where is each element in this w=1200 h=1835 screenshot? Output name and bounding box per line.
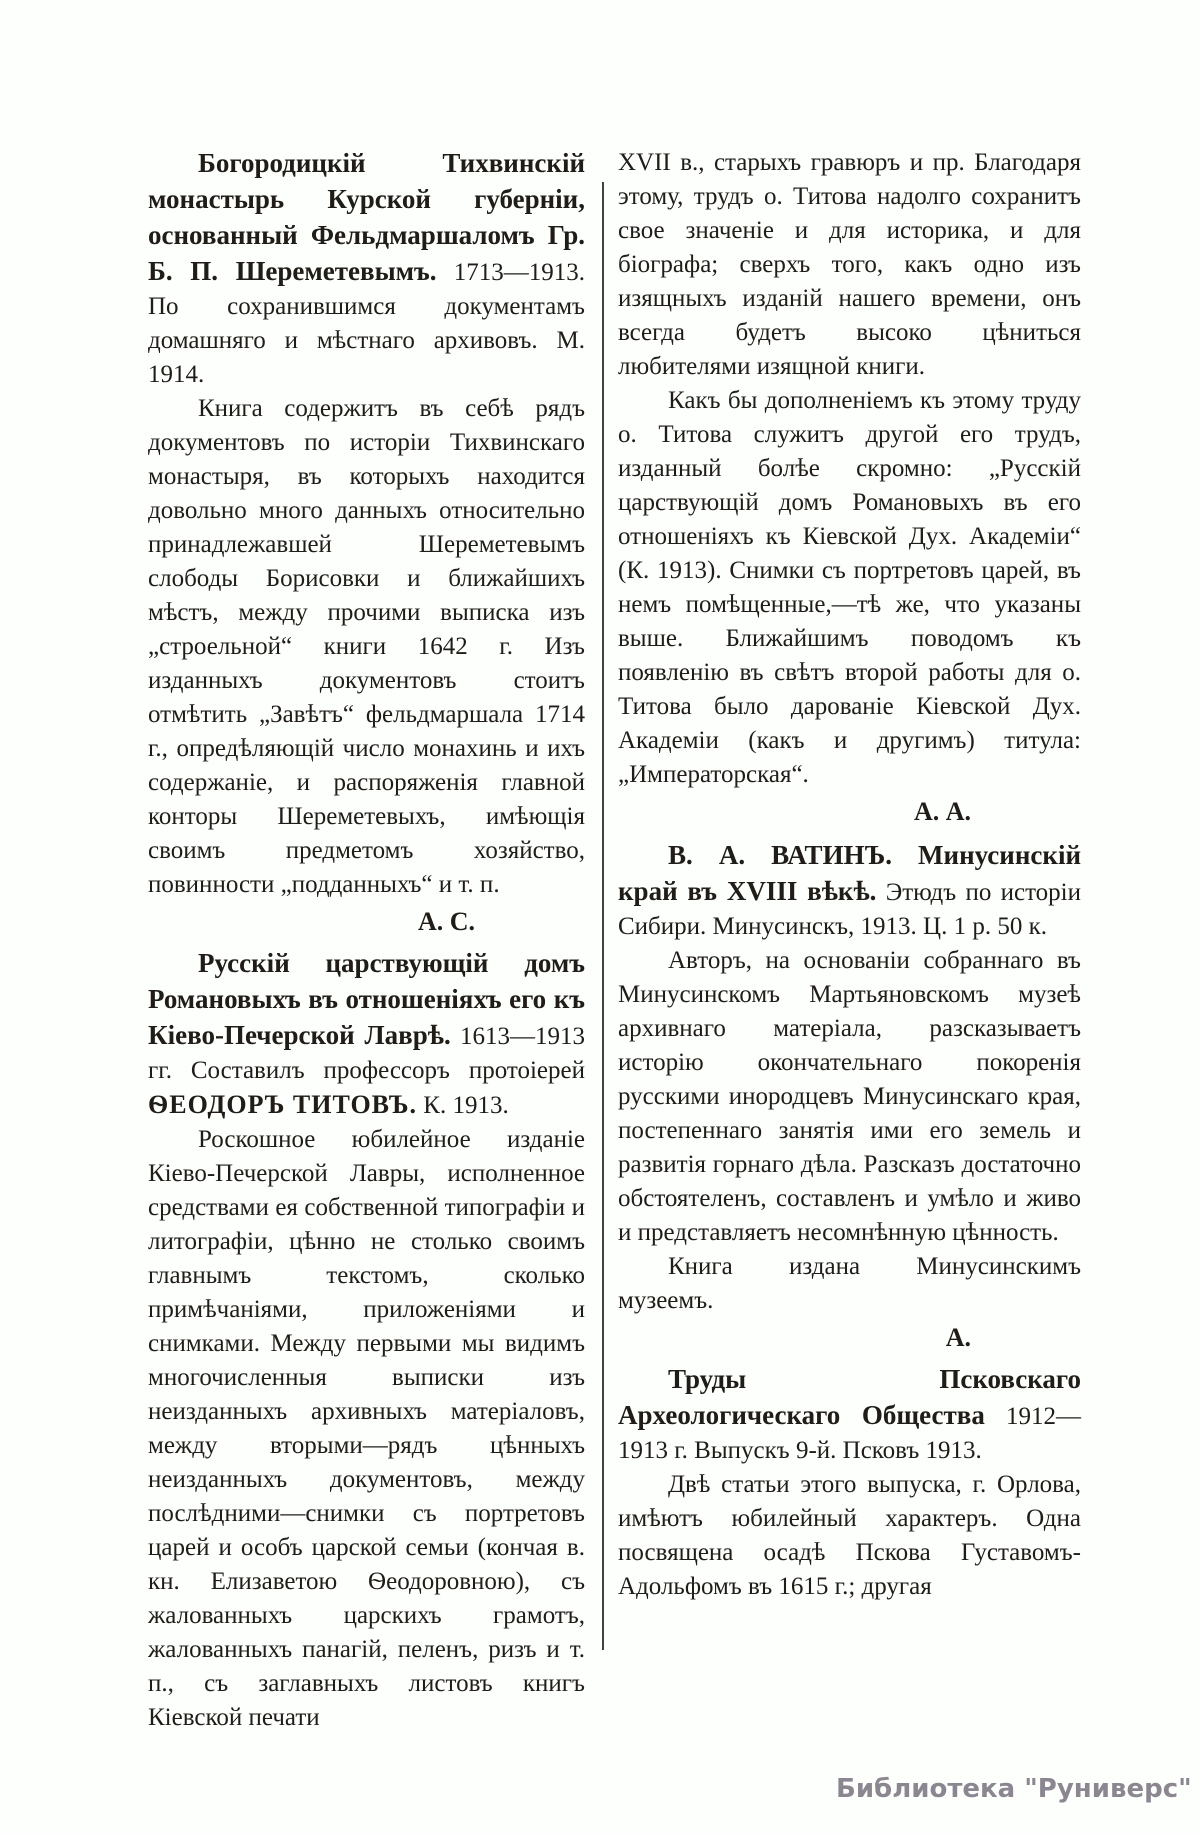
entry1-imprint: 1713—1913. По сохранившимся документамъ домашняго и мѣстнаго архивовъ. М. 1914. <box>148 259 586 388</box>
entry1-heading <box>148 146 585 392</box>
left-column <box>148 146 585 1735</box>
entry2-review-continuation: XVII в., старыхъ гравюръ и пр. Благодаря этому, трудъ о. Титова надолго сохранитъ свое значеніе и для историка, и для біографа; сверхъ того, какъ одно изъ изящныхъ изданій нашего времени, онъ всегда будетъ высоко цѣниться любителями изящной книги. <box>618 149 1081 380</box>
entry2-author-name: ѲЕОДОРЪ ТИТОВЪ. <box>148 1090 418 1119</box>
entry3-review-paragraph: Авторъ, на основаніи собраннаго въ Минусинскомъ Мартьяновскомъ музеѣ архивнаго матеріала, разсказываетъ исторію окончательнаго покоренія русскими инородцевъ Минусинскаго края, постепеннаго занятія ими его земель и развитія горнаго дѣла. Разсказъ достаточно обстоятеленъ, составленъ и умѣло и живо и представляетъ несомнѣнную цѣнность. <box>618 947 1081 1246</box>
entry1-reviewer-signature: А. С. <box>417 907 475 936</box>
right-column <box>618 146 1081 1604</box>
entry2-title: Русскій царствующій домъ Романовыхъ въ отношеніяхъ его къ Кіево-Печерской Лаврѣ. <box>148 948 585 1050</box>
entry2-imprint-part2: К. 1913. <box>423 1092 509 1119</box>
entry2-reviewer-signature: А. А. <box>913 797 971 826</box>
entry2-imprint-part1: 1613—1913 гг. Составилъ профессоръ протоіерей <box>148 1023 585 1084</box>
entry4-review-paragraph: Двѣ статьи этого выпуска, г. Орлова, имѣютъ юбилейный характеръ. Одна посвящена осадѣ Пскова Густавомъ-Адольфомъ въ 1615 г.; другая <box>618 1471 1081 1600</box>
runivers-library-watermark: Библиотека "Руниверс" <box>836 1774 1192 1804</box>
entry1-title: Богородицкій Тихвинскій монастырь Курской губерніи, основанный Фельдмаршаломъ Гр. Б. П. Шереметевымъ. <box>148 148 585 286</box>
entry3-review-paragraph2: Книга издана Минусинскимъ музеемъ. <box>618 1253 1081 1314</box>
entry3-heading <box>618 838 1081 944</box>
entry3-reviewer-signature: А. <box>945 1323 971 1352</box>
entry4-title: Труды Псковскаго Археологическаго Общества <box>618 1364 1081 1430</box>
entry4-heading <box>618 1362 1081 1468</box>
entry3-title: В. А. ВАТИНЪ. Минусинскій край въ XVIII вѣкѣ. <box>618 840 1081 906</box>
column-divider-rule <box>602 182 604 1650</box>
entry3-imprint: Этюдъ по исторіи Сибири. Минусинскъ, 1913. Ц. 1 р. 50 к. <box>618 879 1082 940</box>
entry2-review-paragraph2: Какъ бы дополненіемъ къ этому труду о. Титова служитъ другой его трудъ, изданный болѣе скромно: „Русскій царствующій домъ Романовыхъ въ его отношеніяхъ къ Кіевской Дух. Академіи“ (К. 1913). Снимки съ портретовъ царей, въ немъ помѣщенные,—тѣ же, что указаны выше. Ближайшимъ поводомъ къ появленію въ свѣтъ второй работы для о. Титова было дарованіе Кіевской Дух. Академіи (какъ и другимъ) титула: „Императорская“. <box>618 387 1081 788</box>
entry4-imprint: 1912—1913 г. Выпускъ 9-й. Псковъ 1913. <box>618 1403 1082 1464</box>
entry2-review-paragraph: Роскошное юбилейное изданіе Кіево-Печерской Лавры, исполненное средствами ея собственной типографіи и литографіи, цѣнно не столько своимъ главнымъ текстомъ, сколько примѣчаніями, приложеніями и снимками. Между первыми мы видимъ многочисленныя выписки изъ неизданныхъ архивныхъ матеріаловъ, между вторыми—рядъ цѣнныхъ неизданныхъ документовъ, между послѣдними—снимки съ портретовъ царей и особъ царской семьи (кончая в. кн. Елизаветою Ѳеодоровною), съ жалованныхъ царскихъ грамотъ, жалованныхъ панагій, пеленъ, ризъ и т. п., съ заглавныхъ листовъ книгъ Кіевской печати <box>148 1126 585 1731</box>
entry1-review-paragraph: Книга содержитъ въ себѣ рядъ документовъ по исторіи Тихвинскаго монастыря, въ которыхъ находится довольно много данныхъ относительно принадлежавшей Шереметевымъ слободы Борисовки и ближайшихъ мѣстъ, между прочими выписка изъ „строельной“ книги 1642 г. Изъ изданныхъ документовъ стоитъ отмѣтить „Завѣтъ“ фельдмаршала 1714 г., опредѣляющій число монахинь и ихъ содержаніе, и распоряженія главной конторы Шереметевыхъ, имѣющія своимъ предметомъ хозяйство, повинности „подданныхъ“ и т. п. <box>148 395 585 898</box>
entry2-heading <box>148 946 585 1123</box>
